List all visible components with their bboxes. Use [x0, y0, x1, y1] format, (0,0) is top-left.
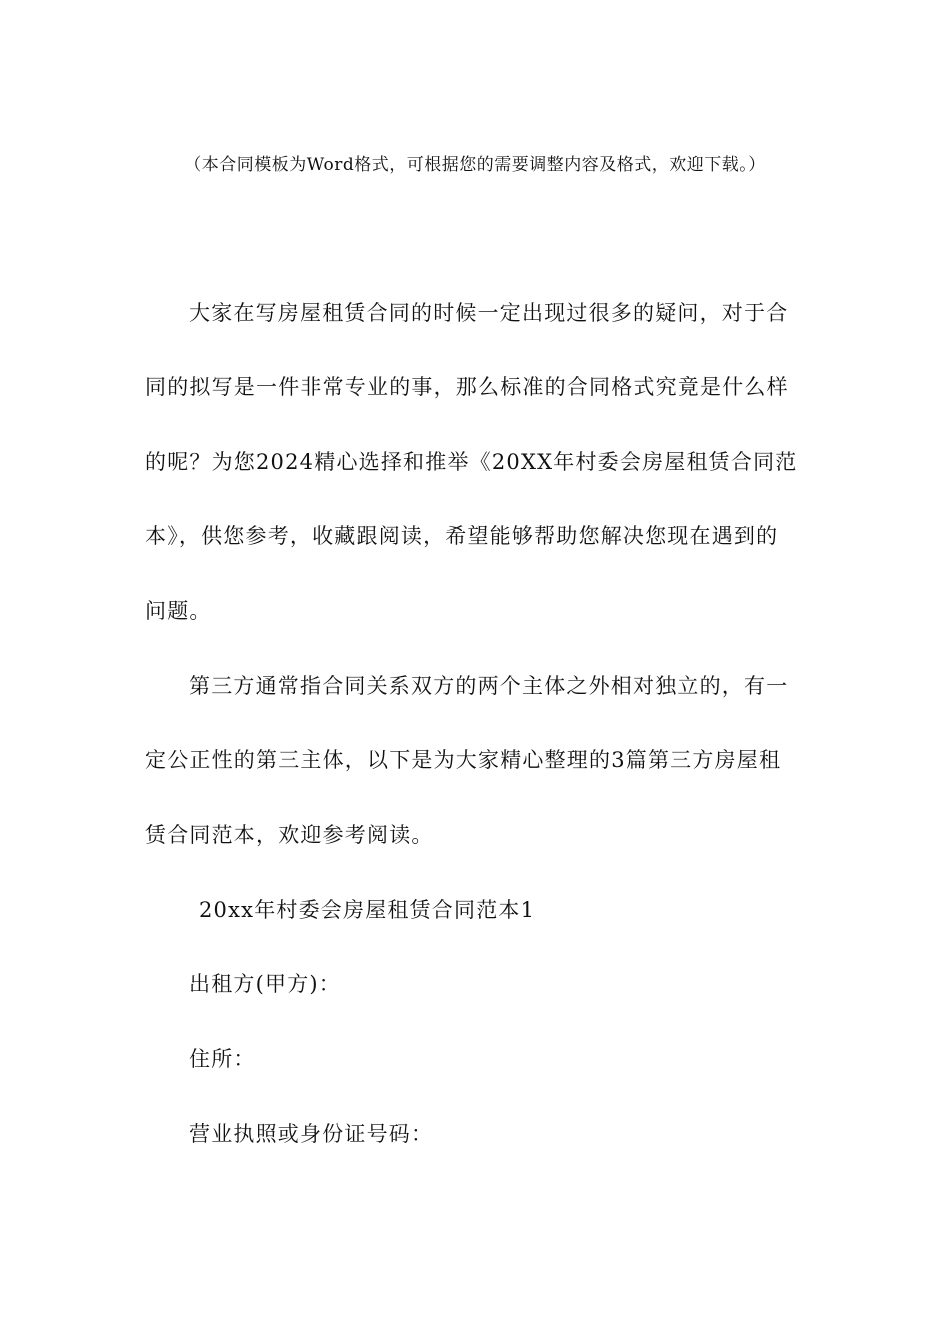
intro-line-4: 本》，供您参考，收藏跟阅读，希望能够帮助您解决您现在遇到的 — [145, 524, 779, 548]
third-party-line-2: 定公正性的第三主体，以下是为大家精心整理的3篇第三方房屋租 — [145, 748, 782, 772]
intro-line-2: 同的拟写是一件非常专业的事，那么标准的合同格式究竟是什么样 — [145, 375, 789, 399]
intro-line-3: 的呢？为您2024精心选择和推举《20XX年村委会房屋租赁合同范 — [145, 450, 798, 474]
intro-line-5: 问题。 — [145, 599, 212, 623]
template-format-note: （本合同模板为Word格式，可根据您的需要调整内容及格式，欢迎下载。） — [184, 155, 766, 175]
third-party-line-1: 第三方通常指合同关系双方的两个主体之外相对独立的，有一 — [189, 674, 789, 698]
lessor-field: 出租方(甲方)： — [189, 972, 341, 996]
license-field: 营业执照或身份证号码： — [189, 1122, 434, 1146]
address-field: 住所： — [189, 1047, 256, 1071]
section-title: 20xx年村委会房屋租赁合同范本1 — [199, 898, 536, 922]
third-party-line-3: 赁合同范本，欢迎参考阅读。 — [145, 823, 434, 847]
intro-line-1: 大家在写房屋租赁合同的时候一定出现过很多的疑问，对于合 — [189, 301, 789, 325]
